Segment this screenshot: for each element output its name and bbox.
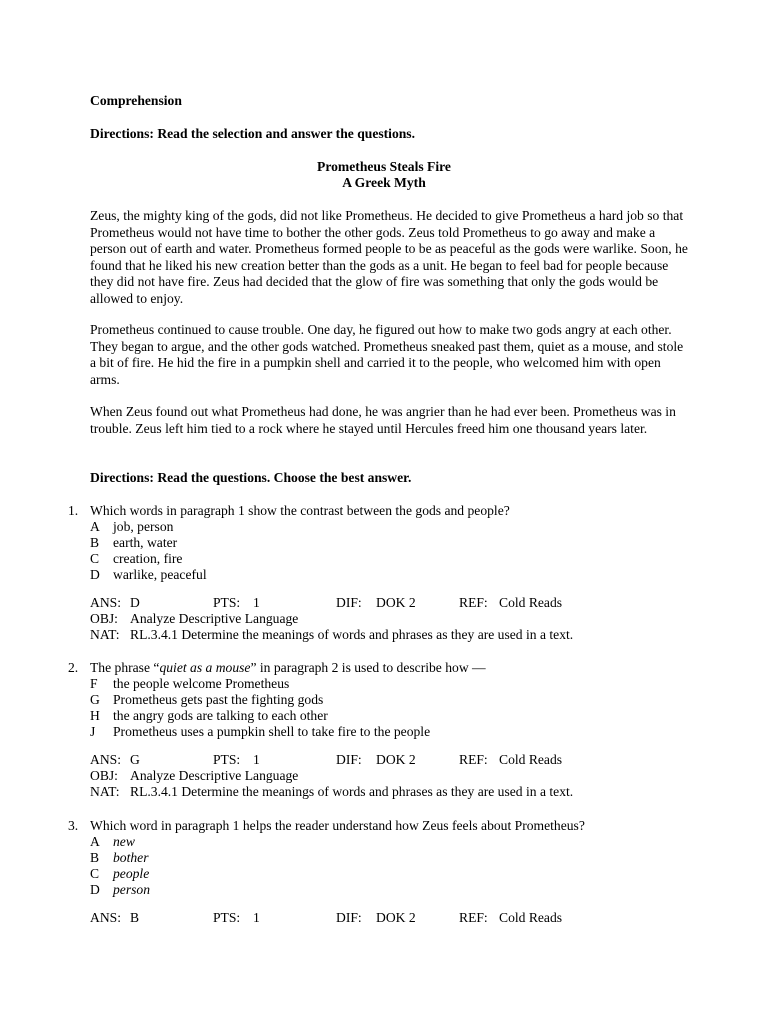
option-text: creation, fire xyxy=(113,551,183,566)
option-d[interactable] xyxy=(90,882,150,899)
directions-questions: Directions: Read the questions. Choose the best answer. xyxy=(90,470,412,485)
option-g[interactable] xyxy=(90,692,323,709)
option-letter: G xyxy=(90,692,100,707)
option-h[interactable] xyxy=(90,708,328,725)
option-letter: A xyxy=(90,519,100,534)
passage-title: Prometheus Steals Fire xyxy=(317,159,451,174)
question-number: 3. xyxy=(68,818,79,833)
ref-value: Cold Reads xyxy=(499,752,563,767)
option-letter: J xyxy=(90,724,96,739)
option-letter: C xyxy=(90,866,100,881)
pts-value: 1 xyxy=(253,752,260,767)
dif-value: DOK 2 xyxy=(376,752,416,767)
ans-label: ANS: xyxy=(90,752,121,767)
option-text: the people welcome Prometheus xyxy=(113,676,290,691)
stem-text: ” in paragraph 2 is used to describe how — xyxy=(250,660,486,675)
nat-value: RL.3.4.1 Determine the meanings of words and phrases as they are used in a text. xyxy=(130,627,574,642)
directions-reading: Directions: Read the selection and answer the questions. xyxy=(90,126,415,141)
ans-value: G xyxy=(130,752,140,767)
passage-paragraph-2: Prometheus continued to cause trouble. One day, he figured out how to make two gods angry at each other. They began to argue, and the other gods watched. Prometheus sneaked past them, quiet as a mouse, and stole a bit of fire. He hid the fire in a pumpkin shell and carried it to the people, who welcomed him with open arms. xyxy=(90,322,684,387)
option-a[interactable] xyxy=(90,519,173,536)
option-text: person xyxy=(113,882,151,897)
ans-label: ANS: xyxy=(90,910,121,925)
option-text: people xyxy=(113,866,150,881)
option-d[interactable] xyxy=(90,567,207,584)
option-text: new xyxy=(113,834,135,849)
obj-label: OBJ: xyxy=(90,768,118,783)
option-text: job, person xyxy=(113,519,174,534)
pts-label: PTS: xyxy=(213,595,241,610)
pts-value: 1 xyxy=(253,595,260,610)
obj-label: OBJ: xyxy=(90,611,118,626)
option-f[interactable] xyxy=(90,676,289,693)
nat-value: RL.3.4.1 Determine the meanings of words and phrases as they are used in a text. xyxy=(130,784,574,799)
question-number: 1. xyxy=(68,503,79,518)
obj-value: Analyze Descriptive Language xyxy=(130,768,299,783)
option-text: the angry gods are talking to each other xyxy=(113,708,328,723)
nat-label: NAT: xyxy=(90,784,120,799)
ref-label: REF: xyxy=(459,910,488,925)
ans-label: ANS: xyxy=(90,595,121,610)
option-text: warlike, peaceful xyxy=(113,567,207,582)
pts-label: PTS: xyxy=(213,910,241,925)
section-heading: Comprehension xyxy=(90,93,182,108)
option-text: Prometheus uses a pumpkin shell to take fire to the people xyxy=(113,724,431,739)
option-letter: C xyxy=(90,551,100,566)
option-j[interactable] xyxy=(90,724,430,741)
passage-paragraph-3: When Zeus found out what Prometheus had done, he was angrier than he had ever been. Prometheus was in trouble. Zeus left him tied to a rock where he stayed until Hercules freed him one thousand years later. xyxy=(90,404,676,436)
question-stem: Which words in paragraph 1 show the contrast between the gods and people? xyxy=(90,503,510,518)
option-c[interactable] xyxy=(90,551,182,568)
dif-value: DOK 2 xyxy=(376,595,416,610)
option-text: bother xyxy=(113,850,149,865)
option-c[interactable] xyxy=(90,866,149,883)
stem-text: The phrase “ xyxy=(90,660,160,675)
obj-value: Analyze Descriptive Language xyxy=(130,611,299,626)
option-letter: D xyxy=(90,882,100,897)
ref-value: Cold Reads xyxy=(499,910,563,925)
ans-value: B xyxy=(130,910,140,925)
question-number: 2. xyxy=(68,660,79,675)
dif-value: DOK 2 xyxy=(376,910,416,925)
ref-value: Cold Reads xyxy=(499,595,563,610)
dif-label: DIF: xyxy=(336,595,362,610)
option-letter: B xyxy=(90,850,100,865)
question-stem: Which word in paragraph 1 helps the reader understand how Zeus feels about Prometheus? xyxy=(90,818,585,833)
question-stem xyxy=(90,660,486,677)
dif-label: DIF: xyxy=(336,752,362,767)
quoted-phrase: quiet as a mouse xyxy=(159,660,251,675)
passage-subtitle: A Greek Myth xyxy=(342,175,426,190)
nat-label: NAT: xyxy=(90,627,120,642)
option-b[interactable] xyxy=(90,535,177,552)
option-letter: D xyxy=(90,567,100,582)
option-a[interactable] xyxy=(90,834,135,851)
option-b[interactable] xyxy=(90,850,149,867)
option-text: Prometheus gets past the fighting gods xyxy=(113,692,324,707)
option-letter: B xyxy=(90,535,100,550)
passage-paragraph-1: Zeus, the mighty king of the gods, did not like Prometheus. He decided to give Prometheus a hard job so that Prometheus would not have time to bother the other gods. Zeus told Prometheus to go away and make a person out of earth and water. Prometheus formed people to be as peaceful as the gods were warlike. Soon, he found that he liked his new creation better than the gods as a unit. He began to feel bad for people because they did not have fire. Zeus had decided that the glow of fire was something that only the gods would be allowed to enjoy. xyxy=(90,208,688,306)
option-text: earth, water xyxy=(113,535,178,550)
ref-label: REF: xyxy=(459,595,488,610)
pts-label: PTS: xyxy=(213,752,241,767)
option-letter: A xyxy=(90,834,100,849)
dif-label: DIF: xyxy=(336,910,362,925)
ref-label: REF: xyxy=(459,752,488,767)
option-letter: H xyxy=(90,708,100,723)
ans-value: D xyxy=(130,595,140,610)
pts-value: 1 xyxy=(253,910,260,925)
option-letter: F xyxy=(90,676,98,691)
